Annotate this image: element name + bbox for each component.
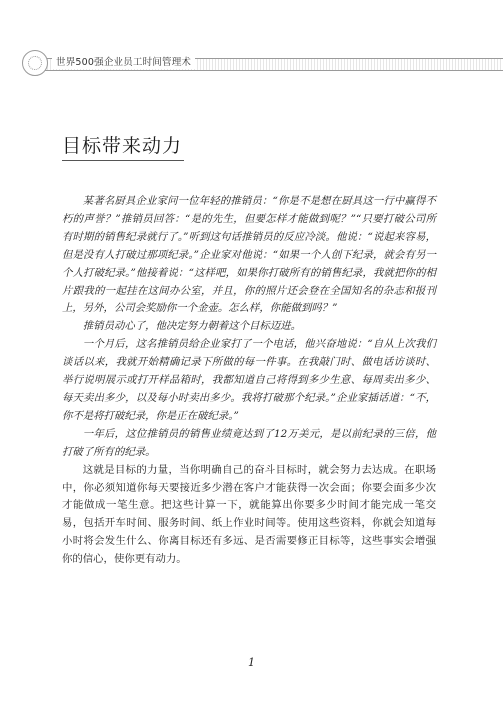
chapter-title: 目标带来动力 — [62, 135, 183, 157]
page-number: 1 — [248, 656, 255, 669]
chapter-title-underline — [62, 160, 184, 161]
paragraph-4: 一年后，这位推销员的销售业绩竟达到了12万美元，是以前纪录的三倍，他打破了所有的纪录。 — [62, 427, 436, 458]
ornamental-seal-icon — [22, 50, 48, 76]
paragraph-2: 推销员动心了，他决定努力朝着这个目标迈进。 — [82, 320, 301, 333]
running-header-title: 世界500强企业员工时间管理术 — [52, 57, 195, 69]
paragraph-5: 这就是目标的力量，当你明确自己的奋斗目标时，就会努力去达成。在职场中，你必须知道你每天要接近多少潜在客户才能获得一次会面；你要会面多少次才能做成一笔生意。把这些计算一下，就能算出你要多少时间才能完成一笔交易，包括开车时间、服务时间、纸上作业时间等。使用这些资料，你就会知道每小时将会发生什么、你离目标还有多远、是否需要修正目标等，这些事实会增强你的信心，使你更有动力。 — [62, 463, 436, 566]
running-header — [22, 48, 503, 78]
paragraph-1: 某著名厨具企业家问一位年轻的推销员：“你是不是想在厨具这一行中赢得不朽的声誉？”推销员回答：“是的先生，但要怎样才能做到呢？”“只要打破公司所有时期的销售纪录就行了。”听到这句话推销员的反应冷淡。他说：“说起来容易，但是没有人打破过那项纪录。”企业家对他说：“如果一个人创下纪录，就会有另一个人打破纪录。”他接着说：“这样吧，如果你打破所有的销售纪录，我就把你的相片跟我的一起挂在这间办公室，并且，你的照片还会登在全国知名的杂志和报刊上，另外，公司会奖励你一个金壶。怎么样，你能做到吗？” — [62, 195, 436, 315]
body-text — [62, 193, 436, 569]
paragraph-3: 一个月后，这名推销员给企业家打了一个电话，他兴奋地说：“自从上次我们谈话以来，我就开始精确记录下所做的每一件事。在我敲门时、做电话访谈时、举行说明展示或打开样品箱时，我都知道自己将得到多少生意、每周卖出多少、每天卖出多少，以及每小时卖出多少。我将打破那个纪录。”企业家插话道：“不，你不是将打破纪录，你是正在破纪录。” — [62, 338, 436, 422]
